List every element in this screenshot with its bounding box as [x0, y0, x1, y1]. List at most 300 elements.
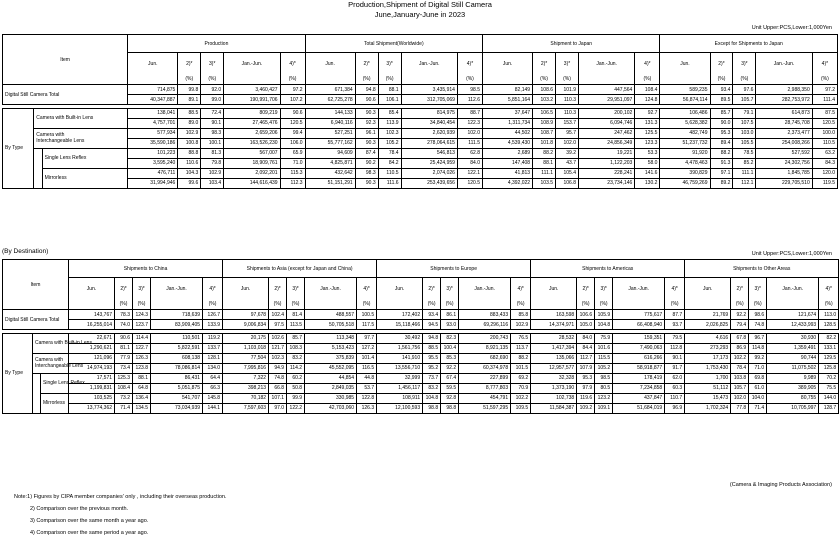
- column-header: 4)*: [457, 53, 482, 75]
- data-cell: 51,597,295: [459, 403, 511, 413]
- data-cell: 103.4: [201, 178, 224, 188]
- data-cell: 112.7: [577, 353, 595, 363]
- data-cell: 114.4: [133, 333, 151, 343]
- data-cell: 105.7: [731, 383, 749, 393]
- data-cell: 108,911: [377, 393, 423, 403]
- data-cell: 94.8: [355, 85, 378, 95]
- data-cell: 126.7: [203, 310, 223, 320]
- column-header: 2)*: [355, 53, 378, 75]
- production-table: [2, 34, 838, 189]
- column-header: 3)*: [556, 53, 579, 75]
- row-label-subtype: Mirrorless: [42, 168, 128, 188]
- data-cell: 63.2: [812, 148, 837, 158]
- data-cell: 74.8: [269, 373, 287, 383]
- data-cell: 1,199,831: [69, 383, 115, 393]
- percent-header: [756, 75, 812, 85]
- data-cell: 144.0: [819, 393, 839, 403]
- percent-header: (%): [201, 75, 224, 85]
- data-cell: 90.0: [710, 118, 733, 128]
- data-cell: 133.7: [203, 343, 223, 353]
- data-cell: 124.3: [133, 310, 151, 320]
- data-cell: 2,659,206: [224, 128, 280, 138]
- data-cell: 247,462: [578, 128, 634, 138]
- data-cell: 133.9: [203, 320, 223, 330]
- data-cell: 98.8: [441, 403, 459, 413]
- data-cell: 488,557: [305, 310, 357, 320]
- data-cell: 153.7: [556, 118, 579, 128]
- data-cell: 105.9: [595, 310, 613, 320]
- note-3: 3) Comparison over the same month a year ago.: [30, 518, 149, 524]
- data-cell: 113.5: [287, 320, 305, 330]
- column-header: 3)*: [287, 278, 305, 300]
- data-cell: 75.5: [819, 383, 839, 393]
- data-cell: 100.0: [812, 128, 837, 138]
- data-cell: 62,725,278: [305, 95, 355, 105]
- data-cell: 254,008,266: [756, 138, 812, 148]
- data-cell: 144,133: [305, 108, 355, 118]
- data-cell: 46,759,269: [660, 178, 710, 188]
- data-cell: 79.4: [731, 320, 749, 330]
- data-cell: 21,769: [685, 310, 731, 320]
- data-cell: 44.8: [357, 373, 377, 383]
- data-cell: 98.5: [595, 373, 613, 383]
- data-cell: 41,813: [483, 168, 533, 178]
- data-cell: 2,988,350: [756, 85, 812, 95]
- data-cell: 65.9: [280, 148, 305, 158]
- data-cell: 66.3: [203, 383, 223, 393]
- data-cell: 10,705,997: [767, 403, 819, 413]
- data-cell: 8,777,803: [459, 383, 511, 393]
- column-header: Jun.: [128, 53, 178, 75]
- data-cell: 567,007: [224, 148, 280, 158]
- data-cell: 527,592: [756, 148, 812, 158]
- data-cell: 12,100,593: [377, 403, 423, 413]
- percent-header: [305, 75, 355, 85]
- percent-header: (%): [280, 75, 305, 85]
- data-cell: 100.8: [178, 138, 201, 148]
- data-cell: 432,642: [305, 168, 355, 178]
- data-cell: 312,705,069: [401, 95, 457, 105]
- data-cell: 43.7: [556, 158, 579, 168]
- data-cell: 5,822,591: [151, 343, 203, 353]
- data-cell: 809,219: [224, 108, 280, 118]
- data-cell: 1,122,203: [578, 158, 634, 168]
- row-label-type: Camera with Built-in Lens: [34, 108, 128, 128]
- data-cell: 80.5: [595, 383, 613, 393]
- data-cell: 73.2: [115, 393, 133, 403]
- data-cell: 282,753,972: [756, 95, 812, 105]
- data-cell: 106.1: [378, 95, 401, 105]
- data-cell: 482,749: [660, 128, 710, 138]
- data-cell: 105.5: [733, 138, 756, 148]
- data-cell: 79.5: [665, 333, 685, 343]
- data-cell: 102.0: [457, 128, 482, 138]
- data-cell: 92.2: [731, 310, 749, 320]
- data-cell: 109.5: [511, 403, 531, 413]
- data-cell: 103.0: [733, 128, 756, 138]
- data-cell: 141,910: [377, 353, 423, 363]
- column-header: 2)*: [731, 278, 749, 300]
- data-cell: 97.2: [280, 85, 305, 95]
- data-cell: 2,092,201: [224, 168, 280, 178]
- data-cell: 37,647: [483, 108, 533, 118]
- data-cell: 98.6: [749, 310, 767, 320]
- data-cell: 714,875: [128, 85, 178, 95]
- data-cell: 102.3: [378, 128, 401, 138]
- data-cell: 90.1: [665, 353, 685, 363]
- data-cell: 105.2: [595, 363, 613, 373]
- column-header: Jan.-Jun.: [767, 278, 819, 300]
- row-label-line: Interchangeable Lens: [36, 138, 85, 144]
- percent-header: [613, 300, 665, 310]
- data-cell: 145.8: [203, 393, 223, 403]
- data-cell: 112.1: [733, 178, 756, 188]
- data-cell: 227,899: [459, 373, 511, 383]
- data-cell: 126.3: [133, 353, 151, 363]
- data-cell: 1,753,430: [685, 363, 731, 373]
- data-cell: 112.6: [457, 95, 482, 105]
- data-cell: 127.2: [357, 343, 377, 353]
- data-cell: 76.5: [511, 333, 531, 343]
- data-cell: 115.3: [280, 168, 305, 178]
- data-cell: 200,743: [459, 333, 511, 343]
- data-cell: 71.4: [115, 403, 133, 413]
- data-cell: 74.8: [749, 320, 767, 330]
- data-cell: 84.3: [812, 158, 837, 168]
- data-cell: 51,684,019: [613, 403, 665, 413]
- percent-header: (%): [533, 75, 556, 85]
- data-cell: 119.5: [812, 178, 837, 188]
- data-cell: 104.8: [595, 320, 613, 330]
- data-cell: 17,173: [685, 353, 731, 363]
- data-cell: 398,213: [223, 383, 269, 393]
- percent-header: (%): [287, 300, 305, 310]
- data-cell: 89.2: [710, 178, 733, 188]
- data-cell: 2,373,477: [756, 128, 812, 138]
- data-cell: 2,074,026: [401, 168, 457, 178]
- column-header: 3)*: [749, 278, 767, 300]
- data-cell: 113,348: [305, 333, 357, 343]
- data-cell: 7,995,816: [223, 363, 269, 373]
- group-header: Shipments to Europe: [377, 260, 531, 278]
- column-header: 3)*: [595, 278, 613, 300]
- data-cell: 50.8: [287, 383, 305, 393]
- data-cell: 101.6: [595, 343, 613, 353]
- data-cell: 98.5: [457, 85, 482, 95]
- data-cell: 88.1: [133, 373, 151, 383]
- data-cell: 78.4: [731, 363, 749, 373]
- data-cell: 24,302,756: [756, 158, 812, 168]
- column-header: Jan.-Jun.: [151, 278, 203, 300]
- data-cell: 93.4: [710, 85, 733, 95]
- data-cell: 31,994,946: [128, 178, 178, 188]
- data-cell: 128.5: [819, 320, 839, 330]
- data-cell: 90.3: [355, 108, 378, 118]
- data-cell: 90.3: [355, 178, 378, 188]
- data-cell: 74.0: [115, 320, 133, 330]
- data-cell: 682,690: [459, 353, 511, 363]
- data-cell: 111.4: [812, 95, 837, 105]
- data-cell: 83,909,405: [151, 320, 203, 330]
- data-cell: 70.2: [819, 373, 839, 383]
- data-cell: 84.0: [457, 158, 482, 168]
- data-cell: 454,791: [459, 393, 511, 403]
- data-cell: 71.0: [280, 158, 305, 168]
- data-cell: 172,402: [377, 310, 423, 320]
- data-cell: 1,702,324: [685, 403, 731, 413]
- percent-header: (%): [269, 300, 287, 310]
- data-cell: 1,456,117: [377, 383, 423, 393]
- data-cell: 56,874,114: [660, 95, 710, 105]
- row-label-subtype: Mirrorless: [41, 393, 69, 413]
- data-cell: 541,707: [151, 393, 203, 403]
- data-cell: 14,374,971: [531, 320, 577, 330]
- row-label-total: Digital Still Camera Total: [3, 85, 128, 105]
- data-cell: 100.4: [441, 343, 459, 353]
- data-cell: 73,034,939: [151, 403, 203, 413]
- data-cell: 104.3: [178, 168, 201, 178]
- data-cell: 40,347,887: [128, 95, 178, 105]
- data-cell: 105.4: [556, 168, 579, 178]
- data-cell: 98.8: [423, 403, 441, 413]
- column-header: 2)*: [533, 53, 556, 75]
- data-cell: 278,064,615: [401, 138, 457, 148]
- data-cell: 95.2: [423, 363, 441, 373]
- percent-header: [401, 75, 457, 85]
- data-cell: 108.9: [533, 118, 556, 128]
- column-header: 4)*: [812, 53, 837, 75]
- report-title: Production,Shipment of Digital Still Camera: [348, 0, 492, 9]
- data-cell: 67.8: [731, 333, 749, 343]
- data-cell: 4,539,430: [483, 138, 533, 148]
- data-cell: 109.1: [595, 403, 613, 413]
- percent-header: [660, 75, 710, 85]
- data-cell: 97.2: [812, 85, 837, 95]
- data-cell: 111.1: [733, 168, 756, 178]
- data-cell: 69.8: [749, 373, 767, 383]
- percent-header: (%): [635, 75, 660, 85]
- column-header: 2)*: [710, 53, 733, 75]
- data-cell: 97.9: [577, 383, 595, 393]
- data-cell: 93.7: [665, 320, 685, 330]
- data-cell: 24,856,349: [578, 138, 634, 148]
- data-cell: 5,051,875: [151, 383, 203, 393]
- data-cell: 6,940,116: [305, 118, 355, 128]
- data-cell: 15,473: [685, 393, 731, 403]
- data-cell: 55,777,162: [305, 138, 355, 148]
- row-label-line: Camera with: [35, 357, 64, 363]
- data-cell: 178,419: [613, 373, 665, 383]
- data-cell: 7,490,063: [613, 343, 665, 353]
- data-cell: 128.7: [819, 403, 839, 413]
- data-cell: 1,845,785: [756, 168, 812, 178]
- data-cell: 85.2: [733, 158, 756, 168]
- data-cell: 91.7: [665, 363, 685, 373]
- data-cell: 102.6: [269, 333, 287, 343]
- data-cell: 97.5: [269, 320, 287, 330]
- data-cell: 3,595,240: [128, 158, 178, 168]
- data-cell: 58.0: [635, 158, 660, 168]
- percent-header: [578, 75, 634, 85]
- destination-table: [2, 259, 839, 414]
- percent-header: [483, 75, 533, 85]
- data-cell: 104.0: [749, 393, 767, 403]
- data-cell: 45,552,095: [305, 363, 357, 373]
- data-cell: 97.6: [733, 85, 756, 95]
- data-cell: 671,384: [305, 85, 355, 95]
- data-cell: 389,905: [767, 383, 819, 393]
- data-cell: 2,620,939: [401, 128, 457, 138]
- data-cell: 102.2: [511, 393, 531, 403]
- data-cell: 78.3: [115, 310, 133, 320]
- group-header: Shipments to China: [69, 260, 223, 278]
- data-cell: 437,847: [613, 393, 665, 403]
- data-cell: 106.5: [533, 108, 556, 118]
- data-cell: 84.0: [577, 333, 595, 343]
- data-cell: 50,705,518: [305, 320, 357, 330]
- data-cell: 7,597,603: [223, 403, 269, 413]
- data-cell: 88.2: [511, 353, 531, 363]
- data-cell: 103.8: [731, 373, 749, 383]
- data-cell: 101.8: [533, 138, 556, 148]
- data-cell: 78,086,814: [151, 363, 203, 373]
- data-cell: 83.2: [423, 383, 441, 393]
- data-cell: 23,734,146: [578, 178, 634, 188]
- data-cell: 81.3: [201, 148, 224, 158]
- data-cell: 64.4: [203, 373, 223, 383]
- column-header: 3)*: [733, 53, 756, 75]
- group-header: Shipments to Asia (except for Japan and China): [223, 260, 377, 278]
- data-cell: 88.2: [710, 148, 733, 158]
- data-cell: 120.0: [812, 168, 837, 178]
- percent-header: (%): [819, 300, 839, 310]
- column-header: Jun.: [377, 278, 423, 300]
- data-cell: 122.3: [457, 118, 482, 128]
- data-cell: 95.3: [710, 128, 733, 138]
- percent-header: (%): [710, 75, 733, 85]
- data-cell: 102.9: [511, 320, 531, 330]
- column-header: Jun.: [660, 53, 710, 75]
- data-cell: 80,755: [767, 393, 819, 403]
- data-cell: 3,435,914: [401, 85, 457, 95]
- percent-header: [531, 300, 577, 310]
- data-cell: 102,738: [531, 393, 577, 403]
- data-cell: 112.8: [665, 343, 685, 353]
- note-4: 4) Comparison over the same period a year ago.: [30, 530, 149, 536]
- data-cell: 98.3: [355, 168, 378, 178]
- percent-header: (%): [203, 300, 223, 310]
- data-cell: 99.9: [287, 393, 305, 403]
- data-cell: 163,526,230: [224, 138, 280, 148]
- data-cell: 4,616: [685, 333, 731, 343]
- data-cell: 105.7: [733, 95, 756, 105]
- data-cell: 79.1: [733, 108, 756, 118]
- data-cell: 110.5: [812, 138, 837, 148]
- data-cell: 7,234,858: [613, 383, 665, 393]
- unit-label-top: Unit Upper:PCS,Lower:1,000Yen: [751, 25, 832, 31]
- data-cell: 4,392,022: [483, 178, 533, 188]
- percent-header: (%): [457, 75, 482, 85]
- column-header: Jan.-Jun.: [613, 278, 665, 300]
- data-cell: 77.9: [115, 353, 133, 363]
- data-cell: 106,486: [660, 108, 710, 118]
- data-cell: 2,026,825: [685, 320, 731, 330]
- percent-header: (%): [595, 300, 613, 310]
- data-cell: 35,590,186: [128, 138, 178, 148]
- data-cell: 253,439,656: [401, 178, 457, 188]
- data-cell: 106.6: [577, 310, 595, 320]
- data-cell: 96.7: [749, 333, 767, 343]
- data-cell: 101.5: [511, 363, 531, 373]
- data-cell: 92.2: [441, 363, 459, 373]
- data-cell: 77,504: [223, 353, 269, 363]
- data-cell: 110.3: [556, 95, 579, 105]
- data-cell: 134.5: [133, 403, 151, 413]
- data-cell: 95.5: [423, 353, 441, 363]
- data-cell: 120.5: [457, 178, 482, 188]
- data-cell: 121,674: [767, 310, 819, 320]
- data-cell: 85.8: [511, 310, 531, 320]
- column-header: Jun.: [305, 53, 355, 75]
- data-cell: 89.1: [178, 95, 201, 105]
- data-cell: 97.7: [357, 333, 377, 343]
- column-header: Jan.-Jun.: [459, 278, 511, 300]
- data-cell: 71.0: [749, 363, 767, 373]
- data-cell: 375,839: [305, 353, 357, 363]
- data-cell: 62.0: [665, 373, 685, 383]
- data-cell: 32,328: [531, 373, 577, 383]
- percent-header: (%): [577, 300, 595, 310]
- data-cell: 85.3: [441, 353, 459, 363]
- group-header: Except for Shipments to Japan: [660, 35, 838, 53]
- data-cell: 9,006,834: [223, 320, 269, 330]
- column-header: Jan.-Jun.: [756, 53, 812, 75]
- data-cell: 62.8: [457, 148, 482, 158]
- percent-header: (%): [511, 300, 531, 310]
- data-cell: 7,322: [223, 373, 269, 383]
- data-cell: 22,671: [69, 333, 115, 343]
- data-cell: 125.3: [115, 373, 133, 383]
- data-cell: 95.3: [577, 373, 595, 383]
- percent-header: (%): [665, 300, 685, 310]
- data-cell: 6,094,746: [578, 118, 634, 128]
- data-cell: 123.3: [635, 138, 660, 148]
- data-cell: 1,359,491: [767, 343, 819, 353]
- data-cell: 25,424,959: [401, 158, 457, 168]
- data-cell: 93.4: [423, 310, 441, 320]
- data-cell: 9,989: [767, 373, 819, 383]
- row-label-type: [34, 128, 128, 148]
- data-cell: 123.2: [595, 393, 613, 403]
- data-cell: 94.9: [269, 363, 287, 373]
- data-cell: 92.7: [635, 108, 660, 118]
- data-cell: 122.1: [457, 168, 482, 178]
- data-cell: 73.4: [115, 363, 133, 373]
- data-cell: 72.4: [201, 108, 224, 118]
- data-cell: 96.9: [665, 403, 685, 413]
- data-cell: 82,149: [483, 85, 533, 95]
- data-cell: 1,373,190: [531, 383, 577, 393]
- group-header: Production: [128, 35, 305, 53]
- data-cell: 110.7: [665, 393, 685, 403]
- data-cell: 126.3: [357, 403, 377, 413]
- data-cell: 42,703,060: [305, 403, 357, 413]
- data-cell: 107.5: [733, 118, 756, 128]
- data-cell: 97,678: [223, 310, 269, 320]
- data-cell: 103,525: [69, 393, 115, 403]
- data-cell: 114.2: [287, 363, 305, 373]
- percent-header: (%): [441, 300, 459, 310]
